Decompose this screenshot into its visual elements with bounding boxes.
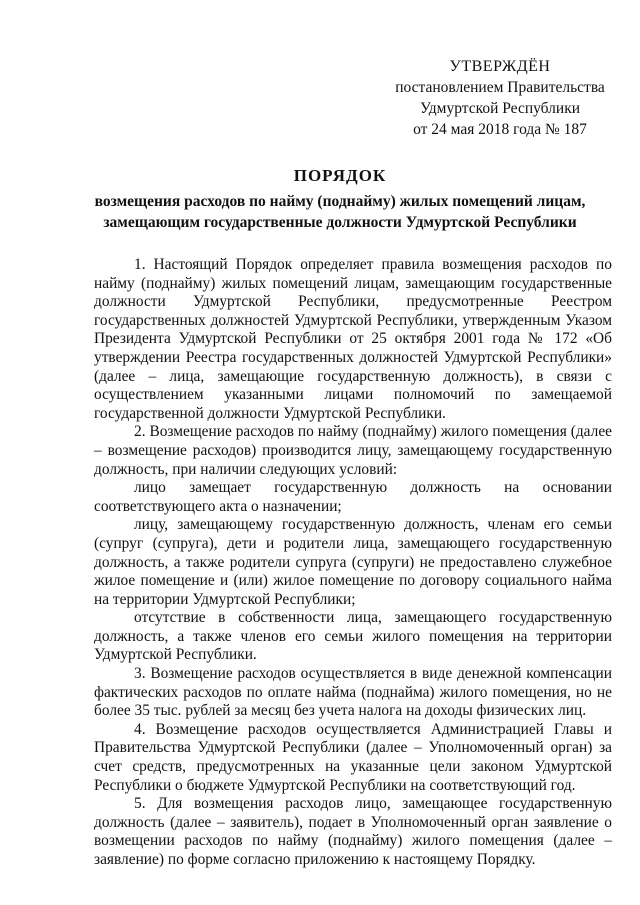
approval-line-republic: Удмуртской Республики: [419, 100, 581, 117]
paragraph-3: 3. Возмещение расходов осуществляется в виде денежной компенсации фактических расходов по оплате найма (поднайма) жилого помещения, но не более 35 тыс. рублей за месяц без учета налога на доходы физических лиц.: [94, 665, 612, 720]
document-title: ПОРЯДОК: [293, 166, 387, 185]
approval-heading: УТВЕРЖДЁН: [449, 58, 551, 75]
document-title-block: [60, 165, 620, 233]
approval-stamp: [380, 56, 620, 140]
approval-line-decree: постановлением Правительства: [395, 79, 605, 96]
document-body: [94, 256, 612, 870]
approval-line-date: от 24 мая 2018 года № 187: [413, 121, 587, 138]
paragraph-2-condition-1: лицо замещает государственную должность на основании соответствующего акта о назначении;: [94, 479, 612, 515]
paragraph-2-condition-3: отсутствие в собственности лица, замещающего государственную должность, а также членов его семьи жилого помещения на территории Удмуртской Республики.: [94, 609, 612, 664]
paragraph-5: 5. Для возмещения расходов лицо, замещающее государственную должность (далее – заявитель), подает в Уполномоченный орган заявление о возмещении расходов по найму (поднайму) жилого помещения (далее – заявление) по форме согласно приложению к настоящему Порядку.: [94, 795, 612, 868]
document-subtitle: [60, 191, 620, 233]
document-subtitle-line-2: замещающим государственные должности Удмуртской Республики: [103, 214, 577, 231]
paragraph-2-condition-2: лицу, замещающему государственную должность, членам его семьи (супруг (супруга), дети и родители лица, замещающего государственную должность, а также родители супруга (супруги) не предоставлено служебное жилое помещение и (или) жилое помещение по договору социального найма на территории Удмуртской Республики;: [94, 516, 612, 608]
paragraph-4: 4. Возмещение расходов осуществляется Администрацией Главы и Правительства Удмуртской Республики (далее – Уполномоченный орган) за счет средств, предусмотренных на указанные цели законом Удмуртской Республики о бюджете Удмуртской Республики на соответствующий год.: [94, 720, 612, 794]
paragraph-2: 2. Возмещение расходов по найму (поднайму) жилого помещения (далее – возмещение расходов) производится лицу, замещающему государственную должность, при наличии следующих условий:: [94, 423, 612, 478]
document-subtitle-line-1: возмещения расходов по найму (поднайму) жилых помещений лицам,: [94, 193, 586, 210]
paragraph-1: 1. Настоящий Порядок определяет правила возмещения расходов по найму (поднайму) жилых помещений лицам, замещающим государственные должности Удмуртской Республики, предусмотренные Реестром государственных должностей Удмуртской Республики, утвержденным Указом Президента Удмуртской Республики от 25 октября 2001 года № 172 «Об утверждении Реестра государственных должностей Удмуртской Республики» (далее – лица, замещающие государственную должность), в связи с осуществлением указанными лицами полномочий по замещаемой государственной должности Удмуртской Республики.: [94, 256, 612, 422]
